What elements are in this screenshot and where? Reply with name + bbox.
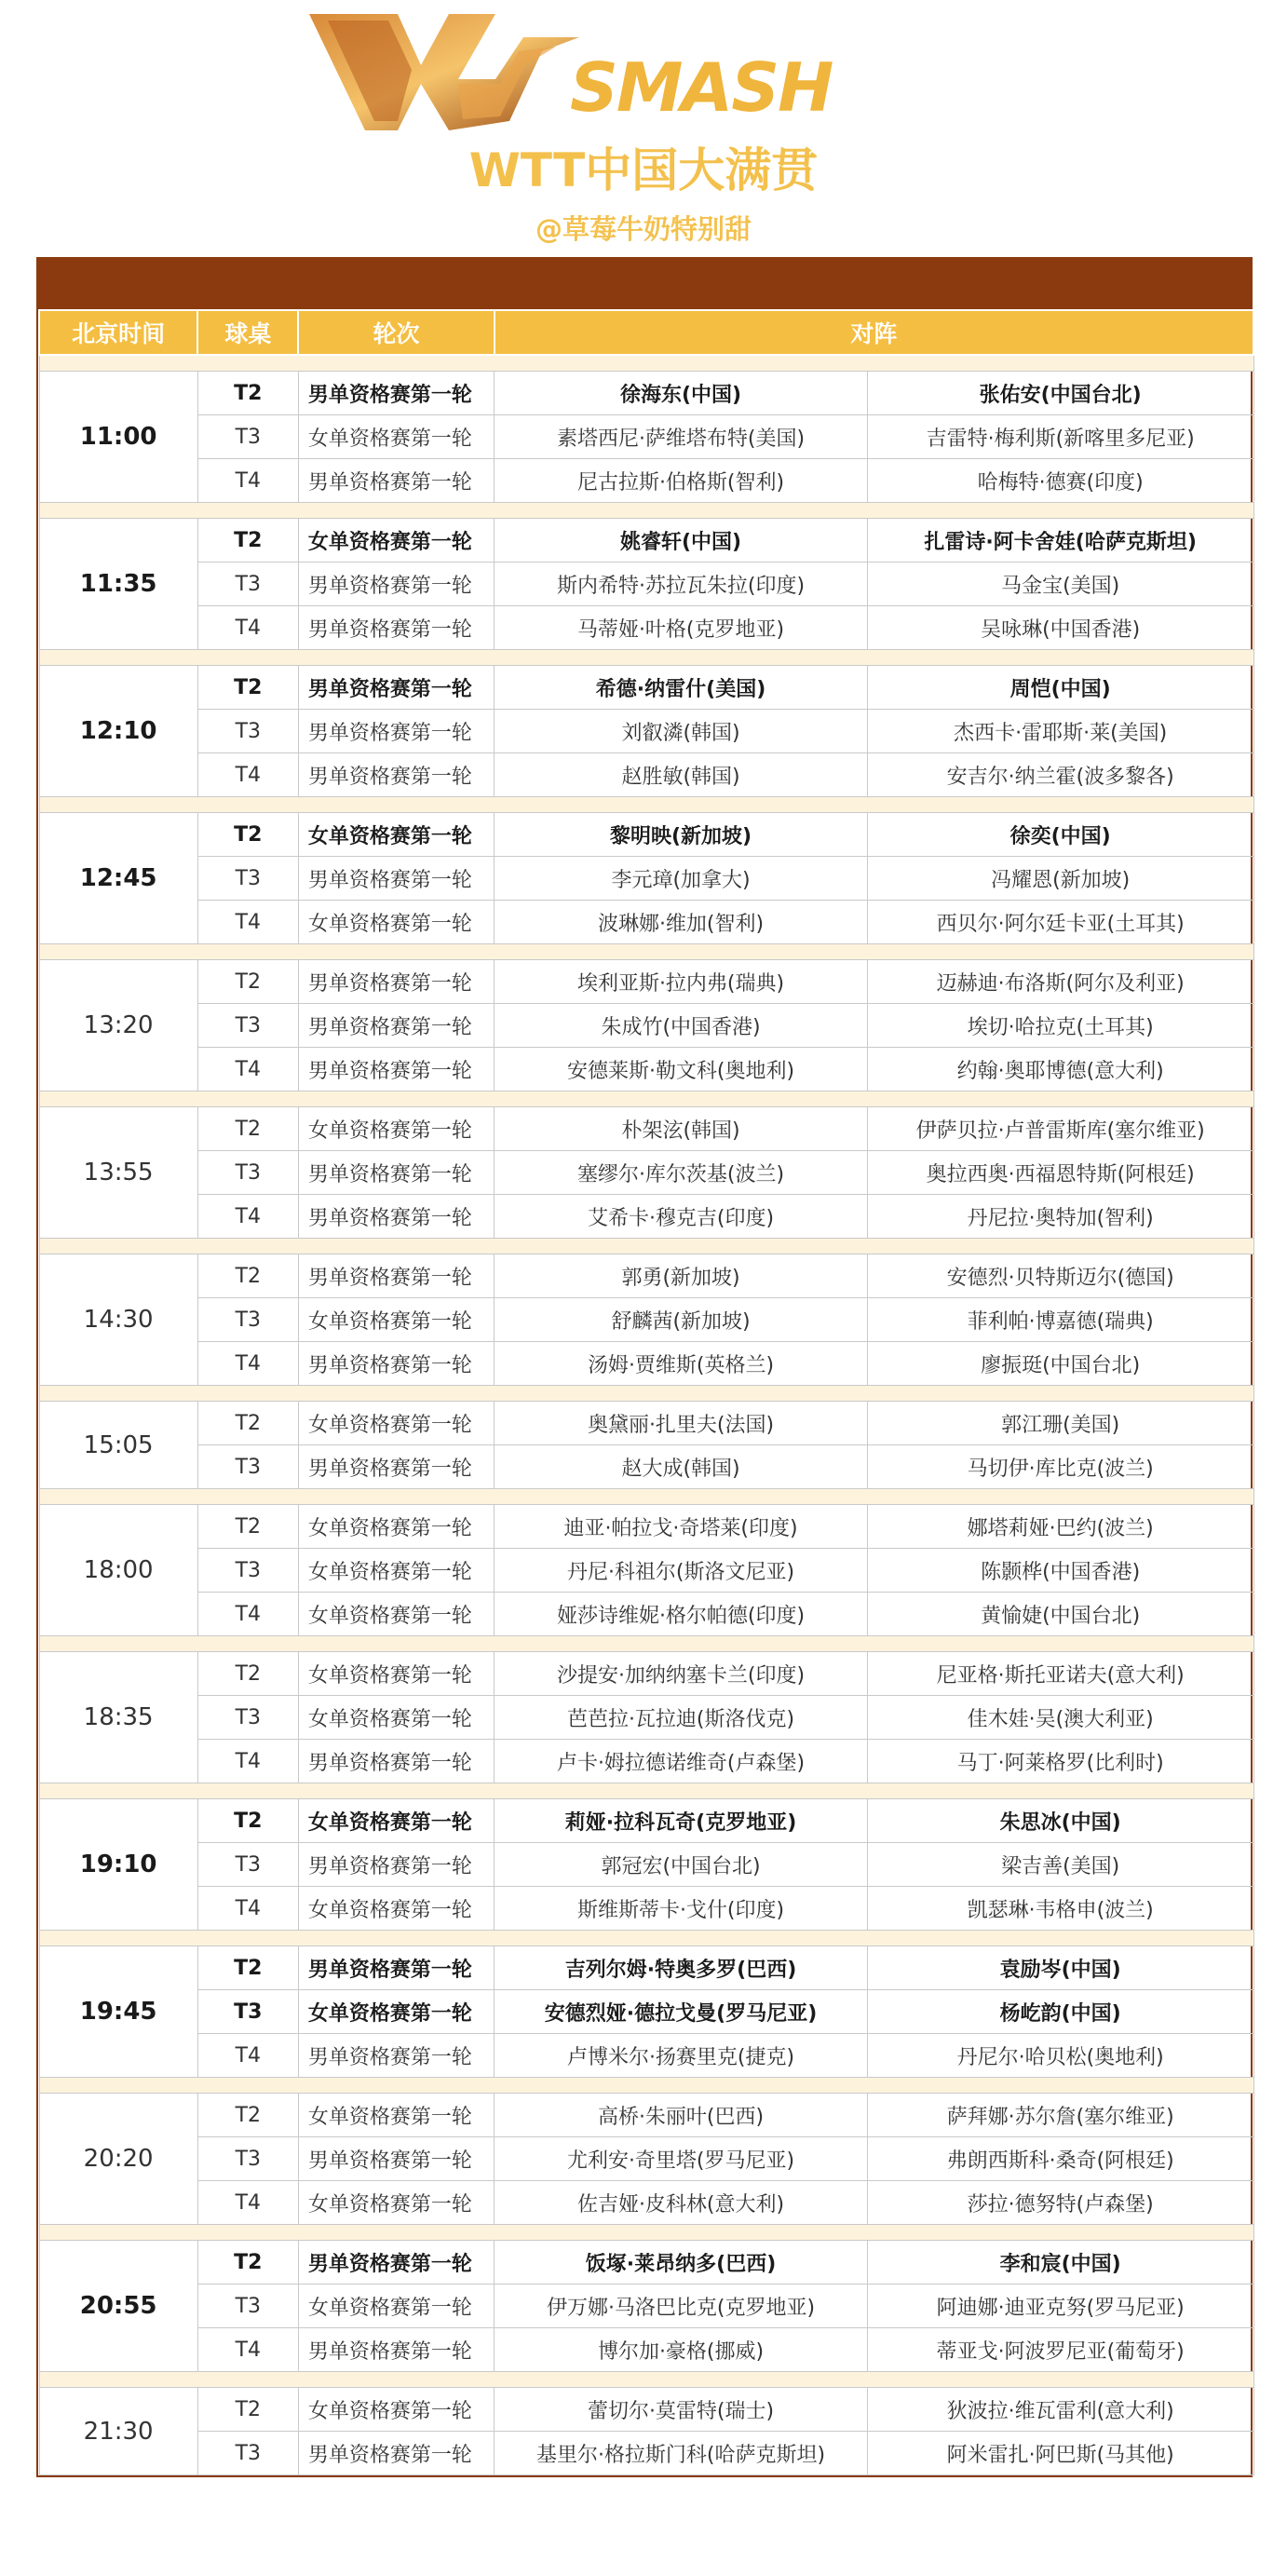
player2-cell: 佳木娃·吴(澳大利亚) — [867, 1696, 1253, 1740]
slot-gap — [39, 797, 1253, 813]
player1-cell: 蕾切尔·莫雷特(瑞士) — [494, 2388, 868, 2432]
player1-cell: 艾希卡·穆克吉(印度) — [494, 1195, 868, 1239]
time-cell: 20:20 — [39, 2094, 197, 2225]
match-row — [39, 415, 1253, 459]
table-cell: T4 — [197, 2328, 298, 2372]
player1-cell: 黎明映(新加坡) — [494, 813, 868, 857]
table-cell: T4 — [197, 459, 298, 503]
round-cell: 男单资格赛第一轮 — [298, 459, 494, 503]
player2-cell: 萨拜娜·苏尔詹(塞尔维亚) — [867, 2094, 1253, 2137]
slot-gap-row — [39, 1386, 1253, 1402]
round-cell: 男单资格赛第一轮 — [298, 666, 494, 710]
round-cell: 女单资格赛第一轮 — [298, 1652, 494, 1696]
round-cell: 男单资格赛第一轮 — [298, 1445, 494, 1489]
match-row — [39, 1004, 1253, 1048]
table-cell: T3 — [197, 1990, 298, 2034]
slot-gap — [39, 1239, 1253, 1254]
match-row — [39, 1549, 1253, 1593]
match-row — [39, 606, 1253, 650]
time-cell: 15:05 — [39, 1402, 197, 1489]
player2-cell: 李和宸(中国) — [867, 2241, 1253, 2285]
player2-cell: 张佑安(中国台北) — [867, 372, 1253, 415]
player1-cell: 沙提安·加纳纳塞卡兰(印度) — [494, 1652, 868, 1696]
table-cell: T3 — [197, 1696, 298, 1740]
player2-cell: 朱思冰(中国) — [867, 1799, 1253, 1843]
match-row — [39, 1696, 1253, 1740]
round-cell: 男单资格赛第一轮 — [298, 1048, 494, 1091]
table-cell: T4 — [197, 901, 298, 944]
schedule-body — [39, 355, 1253, 2475]
page-subtitle: @草莓牛奶特别甜 — [535, 213, 752, 245]
match-row — [39, 901, 1253, 944]
player1-cell: 丹尼·科祖尔(斯洛文尼亚) — [494, 1549, 868, 1593]
player2-cell: 娜塔莉娅·巴约(波兰) — [867, 1505, 1253, 1549]
round-cell: 男单资格赛第一轮 — [298, 1195, 494, 1239]
slot-gap — [39, 1091, 1253, 1107]
slot-gap — [39, 1931, 1253, 1946]
player1-cell: 舒麟茜(新加坡) — [494, 1298, 868, 1342]
round-cell: 男单资格赛第一轮 — [298, 857, 494, 901]
player1-cell: 赵大成(韩国) — [494, 1445, 868, 1489]
time-cell: 12:45 — [39, 813, 197, 944]
player2-cell: 阿米雷扎·阿巴斯(马其他) — [867, 2432, 1253, 2475]
time-cell: 19:10 — [39, 1799, 197, 1931]
table-cell: T2 — [197, 372, 298, 415]
match-row — [39, 1342, 1253, 1386]
player2-cell: 阿迪娜·迪亚克努(罗马尼亚) — [867, 2285, 1253, 2328]
slot-gap-row — [39, 944, 1253, 960]
table-top-bar — [36, 257, 1253, 309]
match-row — [39, 519, 1253, 563]
player2-cell: 凯瑟琳·韦格申(波兰) — [867, 1887, 1253, 1931]
slot-gap-row — [39, 355, 1253, 372]
slot-gap-row — [39, 797, 1253, 813]
player2-cell: 丹尼拉·奥特加(智利) — [867, 1195, 1253, 1239]
round-cell: 男单资格赛第一轮 — [298, 563, 494, 606]
match-row — [39, 710, 1253, 753]
time-cell: 13:20 — [39, 960, 197, 1091]
match-row — [39, 1652, 1253, 1696]
match-row — [39, 1107, 1253, 1151]
player1-cell: 芭芭拉·瓦拉迪(斯洛伐克) — [494, 1696, 868, 1740]
match-row — [39, 2432, 1253, 2475]
slot-gap — [39, 1386, 1253, 1402]
round-cell: 男单资格赛第一轮 — [298, 2432, 494, 2475]
header — [0, 0, 1287, 257]
table-cell: T4 — [197, 1887, 298, 1931]
player1-cell: 朴架泫(韩国) — [494, 1107, 868, 1151]
player1-cell: 饭塚·莱昂纳多(巴西) — [494, 2241, 868, 2285]
table-cell: T2 — [197, 519, 298, 563]
table-cell: T2 — [197, 1652, 298, 1696]
player1-cell: 赵胜敏(韩国) — [494, 753, 868, 797]
match-row — [39, 2094, 1253, 2137]
table-cell: T2 — [197, 1402, 298, 1445]
player1-cell: 希德·纳雷什(美国) — [494, 666, 868, 710]
round-cell: 男单资格赛第一轮 — [298, 1151, 494, 1195]
player1-cell: 斯维斯蒂卡·戈什(印度) — [494, 1887, 868, 1931]
table-cell: T4 — [197, 2181, 298, 2225]
player2-cell: 扎雷诗·阿卡舍娃(哈萨克斯坦) — [867, 519, 1253, 563]
time-cell: 11:35 — [39, 519, 197, 650]
table-cell: T2 — [197, 1505, 298, 1549]
player1-cell: 李元璋(加拿大) — [494, 857, 868, 901]
player2-cell: 马金宝(美国) — [867, 563, 1253, 606]
player2-cell: 弗朗西斯科·桑奇(阿根廷) — [867, 2137, 1253, 2181]
match-row — [39, 1946, 1253, 1990]
table-cell: T4 — [197, 753, 298, 797]
round-cell: 女单资格赛第一轮 — [298, 1696, 494, 1740]
player1-cell: 姚睿轩(中国) — [494, 519, 868, 563]
slot-gap-row — [39, 2225, 1253, 2241]
match-row — [39, 1254, 1253, 1298]
table-cell: T4 — [197, 1048, 298, 1091]
player2-cell: 迈赫迪·布洛斯(阿尔及利亚) — [867, 960, 1253, 1004]
player1-cell: 安德烈娅·德拉戈曼(罗马尼亚) — [494, 1990, 868, 2034]
slot-gap — [39, 944, 1253, 960]
round-cell: 男单资格赛第一轮 — [298, 2328, 494, 2372]
table-cell: T3 — [197, 1004, 298, 1048]
player1-cell: 奥黛丽·扎里夫(法国) — [494, 1402, 868, 1445]
match-row — [39, 2241, 1253, 2285]
round-cell: 男单资格赛第一轮 — [298, 1946, 494, 1990]
player1-cell: 郭勇(新加坡) — [494, 1254, 868, 1298]
slot-gap-row — [39, 650, 1253, 666]
slot-gap — [39, 1636, 1253, 1652]
match-row — [39, 1195, 1253, 1239]
schedule-table-wrap — [36, 257, 1253, 2477]
table-cell: T2 — [197, 1107, 298, 1151]
table-cell: T2 — [197, 1254, 298, 1298]
col-header-table: 球桌 — [197, 310, 298, 355]
match-row — [39, 813, 1253, 857]
schedule-table — [38, 309, 1254, 2475]
slot-gap — [39, 1489, 1253, 1505]
slot-gap-row — [39, 1091, 1253, 1107]
match-row — [39, 2388, 1253, 2432]
round-cell: 男单资格赛第一轮 — [298, 1254, 494, 1298]
table-cell: T3 — [197, 2137, 298, 2181]
player1-cell: 波琳娜·维加(智利) — [494, 901, 868, 944]
match-row — [39, 1505, 1253, 1549]
round-cell: 男单资格赛第一轮 — [298, 1843, 494, 1887]
table-cell: T2 — [197, 2094, 298, 2137]
wtt-logo-icon — [309, 9, 579, 135]
slot-gap — [39, 650, 1253, 666]
time-cell: 11:00 — [39, 372, 197, 503]
player2-cell: 安德烈·贝特斯迈尔(德国) — [867, 1254, 1253, 1298]
table-cell: T4 — [197, 1740, 298, 1783]
table-cell: T4 — [197, 1195, 298, 1239]
round-cell: 女单资格赛第一轮 — [298, 901, 494, 944]
table-cell: T3 — [197, 1549, 298, 1593]
player2-cell: 约翰·奥耶博德(意大利) — [867, 1048, 1253, 1091]
slot-gap — [39, 2078, 1253, 2094]
table-cell: T3 — [197, 1298, 298, 1342]
player1-cell: 塞缪尔·库尔茨基(波兰) — [494, 1151, 868, 1195]
player1-cell: 埃利亚斯·拉内弗(瑞典) — [494, 960, 868, 1004]
player2-cell: 伊萨贝拉·卢普雷斯库(塞尔维亚) — [867, 1107, 1253, 1151]
slot-gap — [39, 2372, 1253, 2388]
player1-cell: 迪亚·帕拉戈·奇塔莱(印度) — [494, 1505, 868, 1549]
table-cell: T3 — [197, 710, 298, 753]
player2-cell: 莎拉·德努特(卢森堡) — [867, 2181, 1253, 2225]
table-cell: T3 — [197, 1151, 298, 1195]
match-row — [39, 960, 1253, 1004]
round-cell: 女单资格赛第一轮 — [298, 1990, 494, 2034]
match-row — [39, 1799, 1253, 1843]
match-row — [39, 1151, 1253, 1195]
player1-cell: 高桥·朱丽叶(巴西) — [494, 2094, 868, 2137]
table-cell: T3 — [197, 1843, 298, 1887]
match-row — [39, 1298, 1253, 1342]
player2-cell: 埃切·哈拉克(土耳其) — [867, 1004, 1253, 1048]
match-row — [39, 2328, 1253, 2372]
round-cell: 男单资格赛第一轮 — [298, 372, 494, 415]
round-cell: 男单资格赛第一轮 — [298, 710, 494, 753]
table-cell: T2 — [197, 2241, 298, 2285]
player2-cell: 吴咏琳(中国香港) — [867, 606, 1253, 650]
player1-cell: 素塔西尼·萨维塔布特(美国) — [494, 415, 868, 459]
round-cell: 女单资格赛第一轮 — [298, 1505, 494, 1549]
player1-cell: 马蒂娅·叶格(克罗地亚) — [494, 606, 868, 650]
table-cell: T2 — [197, 960, 298, 1004]
player2-cell: 西贝尔·阿尔廷卡亚(土耳其) — [867, 901, 1253, 944]
match-row — [39, 857, 1253, 901]
match-row — [39, 1887, 1253, 1931]
player1-cell: 郭冠宏(中国台北) — [494, 1843, 868, 1887]
time-cell: 14:30 — [39, 1254, 197, 1386]
player1-cell: 尼古拉斯·伯格斯(智利) — [494, 459, 868, 503]
player1-cell: 徐海东(中国) — [494, 372, 868, 415]
player2-cell: 陈颢桦(中国香港) — [867, 1549, 1253, 1593]
player1-cell: 卢博米尔·扬赛里克(捷克) — [494, 2034, 868, 2078]
round-cell: 女单资格赛第一轮 — [298, 1107, 494, 1151]
player1-cell: 莉娅·拉科瓦奇(克罗地亚) — [494, 1799, 868, 1843]
time-cell: 20:55 — [39, 2241, 197, 2372]
round-cell: 男单资格赛第一轮 — [298, 1342, 494, 1386]
player2-cell: 袁励岑(中国) — [867, 1946, 1253, 1990]
table-cell: T3 — [197, 1445, 298, 1489]
table-cell: T2 — [197, 2388, 298, 2432]
match-row — [39, 2181, 1253, 2225]
time-cell: 18:00 — [39, 1505, 197, 1636]
page-title: WTT中国大满贯 — [468, 143, 819, 197]
match-row — [39, 372, 1253, 415]
match-row — [39, 2285, 1253, 2328]
player2-cell: 周恺(中国) — [867, 666, 1253, 710]
round-cell: 男单资格赛第一轮 — [298, 1740, 494, 1783]
player2-cell: 尼亚格·斯托亚诺夫(意大利) — [867, 1652, 1253, 1696]
table-cell: T2 — [197, 666, 298, 710]
round-cell: 女单资格赛第一轮 — [298, 2094, 494, 2137]
player2-cell: 黄愉婕(中国台北) — [867, 1593, 1253, 1636]
round-cell: 男单资格赛第一轮 — [298, 606, 494, 650]
table-cell: T3 — [197, 563, 298, 606]
player2-cell: 菲利帕·博嘉德(瑞典) — [867, 1298, 1253, 1342]
col-header-matchup: 对阵 — [494, 310, 1253, 355]
round-cell: 男单资格赛第一轮 — [298, 2034, 494, 2078]
table-cell: T2 — [197, 1946, 298, 1990]
player2-cell: 郭江珊(美国) — [867, 1402, 1253, 1445]
table-cell: T4 — [197, 606, 298, 650]
time-cell: 19:45 — [39, 1946, 197, 2078]
round-cell: 女单资格赛第一轮 — [298, 2181, 494, 2225]
table-cell: T3 — [197, 857, 298, 901]
round-cell: 女单资格赛第一轮 — [298, 1298, 494, 1342]
player2-cell: 吉雷特·梅利斯(新喀里多尼亚) — [867, 415, 1253, 459]
time-cell: 12:10 — [39, 666, 197, 797]
player2-cell: 徐奕(中国) — [867, 813, 1253, 857]
match-row — [39, 1740, 1253, 1783]
table-cell: T4 — [197, 1342, 298, 1386]
time-cell: 13:55 — [39, 1107, 197, 1239]
match-row — [39, 2034, 1253, 2078]
round-cell: 女单资格赛第一轮 — [298, 2285, 494, 2328]
round-cell: 女单资格赛第一轮 — [298, 1593, 494, 1636]
player2-cell: 冯耀恩(新加坡) — [867, 857, 1253, 901]
player1-cell: 汤姆·贾维斯(英格兰) — [494, 1342, 868, 1386]
table-cell: T2 — [197, 813, 298, 857]
slot-gap-row — [39, 1783, 1253, 1799]
player2-cell: 丹尼尔·哈贝松(奥地利) — [867, 2034, 1253, 2078]
slot-gap — [39, 355, 1253, 372]
match-row — [39, 1445, 1253, 1489]
round-cell: 女单资格赛第一轮 — [298, 1887, 494, 1931]
player2-cell: 马切伊·库比克(波兰) — [867, 1445, 1253, 1489]
match-row — [39, 1048, 1253, 1091]
table-cell: T4 — [197, 2034, 298, 2078]
player1-cell: 朱成竹(中国香港) — [494, 1004, 868, 1048]
player1-cell: 娅莎诗维妮·格尔帕德(印度) — [494, 1593, 868, 1636]
table-cell: T3 — [197, 2432, 298, 2475]
round-cell: 女单资格赛第一轮 — [298, 813, 494, 857]
match-row — [39, 1402, 1253, 1445]
player1-cell: 伊万娜·马洛巴比克(克罗地亚) — [494, 2285, 868, 2328]
round-cell: 男单资格赛第一轮 — [298, 753, 494, 797]
match-row — [39, 2137, 1253, 2181]
match-row — [39, 1843, 1253, 1887]
match-row — [39, 753, 1253, 797]
slot-gap-row — [39, 1636, 1253, 1652]
player2-cell: 蒂亚戈·阿波罗尼亚(葡萄牙) — [867, 2328, 1253, 2372]
round-cell: 男单资格赛第一轮 — [298, 2137, 494, 2181]
round-cell: 女单资格赛第一轮 — [298, 415, 494, 459]
col-header-time: 北京时间 — [39, 310, 197, 355]
slot-gap-row — [39, 2078, 1253, 2094]
player1-cell: 基里尔·格拉斯门科(哈萨克斯坦) — [494, 2432, 868, 2475]
slot-gap — [39, 2225, 1253, 2241]
slot-gap — [39, 1783, 1253, 1799]
smash-logo-text: SMASH — [570, 48, 833, 127]
round-cell: 男单资格赛第一轮 — [298, 2241, 494, 2285]
player2-cell: 狄波拉·维瓦雷利(意大利) — [867, 2388, 1253, 2432]
round-cell: 女单资格赛第一轮 — [298, 1402, 494, 1445]
match-row — [39, 563, 1253, 606]
slot-gap-row — [39, 1239, 1253, 1254]
player2-cell: 梁吉善(美国) — [867, 1843, 1253, 1887]
player2-cell: 马丁·阿莱格罗(比利时) — [867, 1740, 1253, 1783]
round-cell: 女单资格赛第一轮 — [298, 2388, 494, 2432]
table-cell: T2 — [197, 1799, 298, 1843]
slot-gap-row — [39, 503, 1253, 519]
col-header-round: 轮次 — [298, 310, 494, 355]
player2-cell: 杰西卡·雷耶斯·莱(美国) — [867, 710, 1253, 753]
round-cell: 男单资格赛第一轮 — [298, 1004, 494, 1048]
slot-gap-row — [39, 1931, 1253, 1946]
round-cell: 女单资格赛第一轮 — [298, 1549, 494, 1593]
player2-cell: 哈梅特·德赛(印度) — [867, 459, 1253, 503]
match-row — [39, 1593, 1253, 1636]
time-cell: 18:35 — [39, 1652, 197, 1783]
player1-cell: 刘叡潾(韩国) — [494, 710, 868, 753]
slot-gap — [39, 503, 1253, 519]
player1-cell: 博尔加·豪格(挪威) — [494, 2328, 868, 2372]
player1-cell: 佐吉娅·皮科林(意大利) — [494, 2181, 868, 2225]
player2-cell: 廖振珽(中国台北) — [867, 1342, 1253, 1386]
time-cell: 21:30 — [39, 2388, 197, 2475]
player1-cell: 吉列尔姆·特奥多罗(巴西) — [494, 1946, 868, 1990]
round-cell: 女单资格赛第一轮 — [298, 519, 494, 563]
round-cell: 男单资格赛第一轮 — [298, 960, 494, 1004]
round-cell: 女单资格赛第一轮 — [298, 1799, 494, 1843]
player1-cell: 尤利安·奇里塔(罗马尼亚) — [494, 2137, 868, 2181]
table-cell: T3 — [197, 415, 298, 459]
table-header-row — [39, 310, 1253, 355]
player2-cell: 安吉尔·纳兰霍(波多黎各) — [867, 753, 1253, 797]
player1-cell: 安德莱斯·勒文科(奥地利) — [494, 1048, 868, 1091]
player2-cell: 奥拉西奥·西福恩特斯(阿根廷) — [867, 1151, 1253, 1195]
table-cell: T4 — [197, 1593, 298, 1636]
player1-cell: 卢卡·姆拉德诺维奇(卢森堡) — [494, 1740, 868, 1783]
player1-cell: 斯内希特·苏拉瓦朱拉(印度) — [494, 563, 868, 606]
table-cell: T3 — [197, 2285, 298, 2328]
slot-gap-row — [39, 2372, 1253, 2388]
slot-gap-row — [39, 1489, 1253, 1505]
match-row — [39, 459, 1253, 503]
match-row — [39, 666, 1253, 710]
player2-cell: 杨屹韵(中国) — [867, 1990, 1253, 2034]
match-row — [39, 1990, 1253, 2034]
